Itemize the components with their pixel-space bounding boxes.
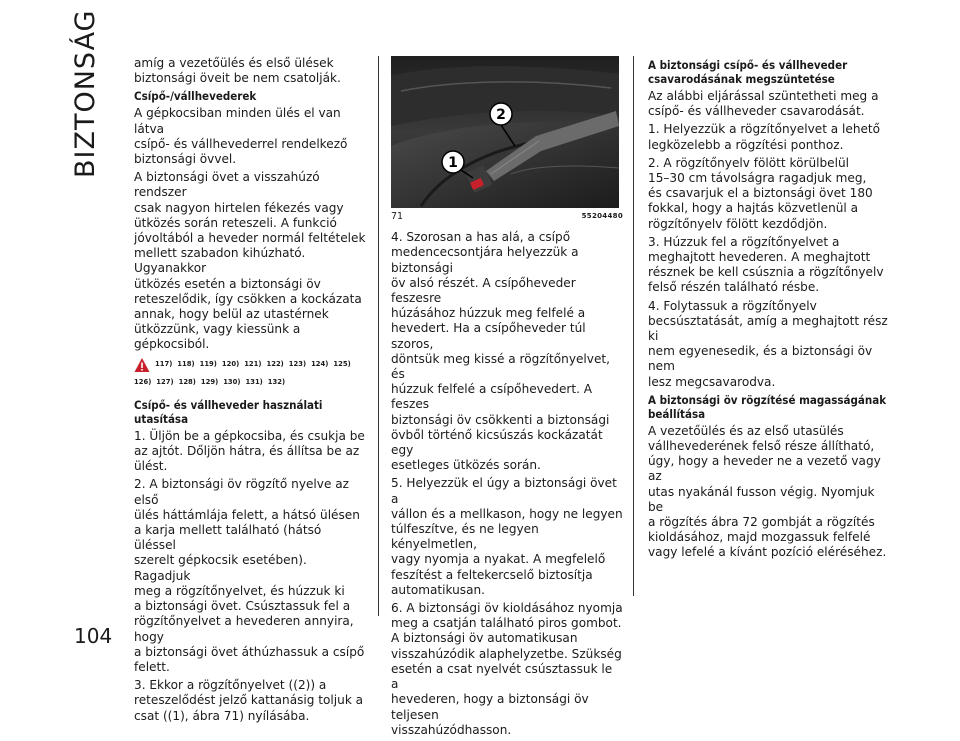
step-4: 4. Szorosan a has alá, a csípő medencecsontjára helyezzük a biztonsági öv alsó részét. A csípőheveder feszesre húzásához húzzuk meg felfelé a hevedert. Ha a csípőheveder túl szoros, döntsük meg kissé a rögzítőnyelvet, és húzzuk felfelé a csípőhevedert. A feszes biztonsági öv csökkenti a biztonsági övből történő kicsúszás kockázatát egy esetleges ütközés során. xyxy=(391,230,610,473)
step-3: 3. Ekkor a rögzítőnyelvet ((2)) a reteszelődést jelző kattanásig toljuk a csat ((1), ábra 71) nyílásába. xyxy=(134,678,364,723)
warning-ref: 119) xyxy=(199,360,217,369)
seatbelt-photo xyxy=(391,56,619,208)
heading-usage-instructions: Csípő- és vállheveder használati utasítása xyxy=(134,397,323,426)
text-column-1 xyxy=(134,56,366,727)
warning-ref: 123) xyxy=(288,360,307,369)
untwist-step-2: 2. A rögzítőnyelv fölött körülbelül 15–30 cm távolságra ragadjuk meg, és csavarjuk el a biztonsági övet 180 fokkal, hogy a hajtás közvetlenül a rögzítőnyelv fölött kezdődjön. xyxy=(648,155,873,231)
seatbelt-figure xyxy=(391,56,619,208)
warning-ref: 120) xyxy=(221,360,240,369)
step-2: 2. A biztonsági öv rögzítő nyelve az első ülés háttámlája felett, a hátsó ülésen a karja mellett található (hátsó üléssel szerelt gépkocsik esetében). Ragadjuk meg a rögzítőnyelvet, és húzzuk ki a biztonsági övet. Csúsztassuk fel a rögzítőnyelvet a hevederen annyira, hogy a biztonsági övet áthúzhassuk a csípő felett. xyxy=(134,477,365,674)
warning-ref: 132) xyxy=(267,377,286,386)
warning-ref: 124) xyxy=(311,360,329,369)
paragraph: A vezetőülés és az első utasülés vállhevederének felső része állítható, úgy, hogy a heveder ne a vezető vagy az utas nyakánál fusson végig. Nyomjuk be a rögzítés ábra 72 gombját a rögzítés kioldásához, majd mozgassuk felfelé vagy lefelé a kívánt pozíció eléréséhez. xyxy=(648,423,887,560)
page-number: 104 xyxy=(74,624,113,648)
section-title: BIZTONSÁG xyxy=(70,9,101,178)
untwist-step-4: 4. Folytassuk a rögzítőnyelv becsúsztatását, amíg a meghajtott rész ki nem egyenesedik, és a biztonsági öv nem lesz megcsavarodva. xyxy=(648,298,888,389)
warning-ref: 127) xyxy=(156,377,174,386)
paragraph: A biztonsági övet a visszahúzó rendszer csak nagyon hirtelen fékezés vagy ütközés során reteszeli. A funkció jóvoltából a heveder normál feltételek mellett szabadon kihúzható. Ugyanakkor ütközés esetén a biztonsági öv reteszelődik, így csökken a kockázata annak, hogy belül az utastérnek ütközzünk, vagy kiessünk a gépkocsiból. xyxy=(134,170,366,352)
figure-code: 55204480 xyxy=(581,212,623,220)
heading-lap-shoulder-belts: Csípő-/vállhevederek xyxy=(134,89,257,104)
warning-ref: 131) xyxy=(245,377,263,386)
warning-ref: 129) xyxy=(200,377,219,386)
column-divider xyxy=(378,56,379,616)
step-1: 1. Üljön be a gépkocsiba, és csukja be az ajtót. Dőljön hátra, és állítsa be az ülést. xyxy=(134,428,365,474)
paragraph: Az alábbi eljárással szüntetheti meg a csípő- és vállheveder csavarodását. xyxy=(648,89,879,119)
warning-ref: 128) xyxy=(178,377,196,386)
figure-label-1: 1 xyxy=(448,155,458,171)
warning-ref: 121) xyxy=(244,360,262,369)
figure-label-2: 2 xyxy=(496,107,506,123)
untwist-step-3: 3. Húzzuk fel a rögzítőnyelvet a meghajtott hevederen. A meghajtott résznek be kell csúsznia a rögzítőnyelv felső részén található résbe. xyxy=(648,234,884,295)
text-column-3 xyxy=(648,56,888,564)
figure-caption xyxy=(391,209,623,224)
paragraph-intro: amíg a vezetőülés és első ülések biztonsági öveit be nem csatolják. xyxy=(134,56,341,86)
figure-number: 71 xyxy=(391,211,404,222)
warning-ref: 118) xyxy=(177,360,195,369)
text-column-2 xyxy=(391,56,623,741)
heading-untwist-belt: A biztonsági csípő- és vállheveder csavarodásának megszüntetése xyxy=(648,58,848,86)
warning-ref: 130) xyxy=(223,377,241,386)
warning-ref: 117) xyxy=(155,360,173,369)
paragraph: A gépkocsiban minden ülés el van látva csípő- és vállhevederrel rendelkező biztonsági övvel. xyxy=(134,106,348,167)
warning-ref: 126) xyxy=(134,377,152,386)
heading-height-adjust: A biztonsági öv rögzítésé magasságának beállítása xyxy=(648,392,887,421)
untwist-step-1: 1. Helyezzük a rögzítőnyelvet a lehető legközelebb a rögzítési ponthoz. xyxy=(648,122,881,152)
warning-icon xyxy=(134,357,150,373)
step-5: 5. Helyezzük el úgy a biztonsági övet a vállon és a mellkason, hogy ne legyen túlfeszítve, és ne legyen kényelmetlen, vagy nyomja a nyakat. A megfelelő feszítést a feltekercselő biztosítja automatikusan. xyxy=(391,476,623,597)
step-6: 6. A biztonsági öv kioldásához nyomja meg a csatján található piros gombot. A biztonsági öv automatikusan visszahúzódik alaphelyzetbe. Szükség esetén a csat nyelvét csúsztassuk le a hevederen, hogy a biztonsági öv teljesen visszahúzódhasson. xyxy=(391,601,623,737)
warning-ref: 125) xyxy=(333,360,351,369)
warning-references xyxy=(134,357,366,390)
warning-ref: 122) xyxy=(266,360,284,369)
column-divider xyxy=(633,56,634,596)
